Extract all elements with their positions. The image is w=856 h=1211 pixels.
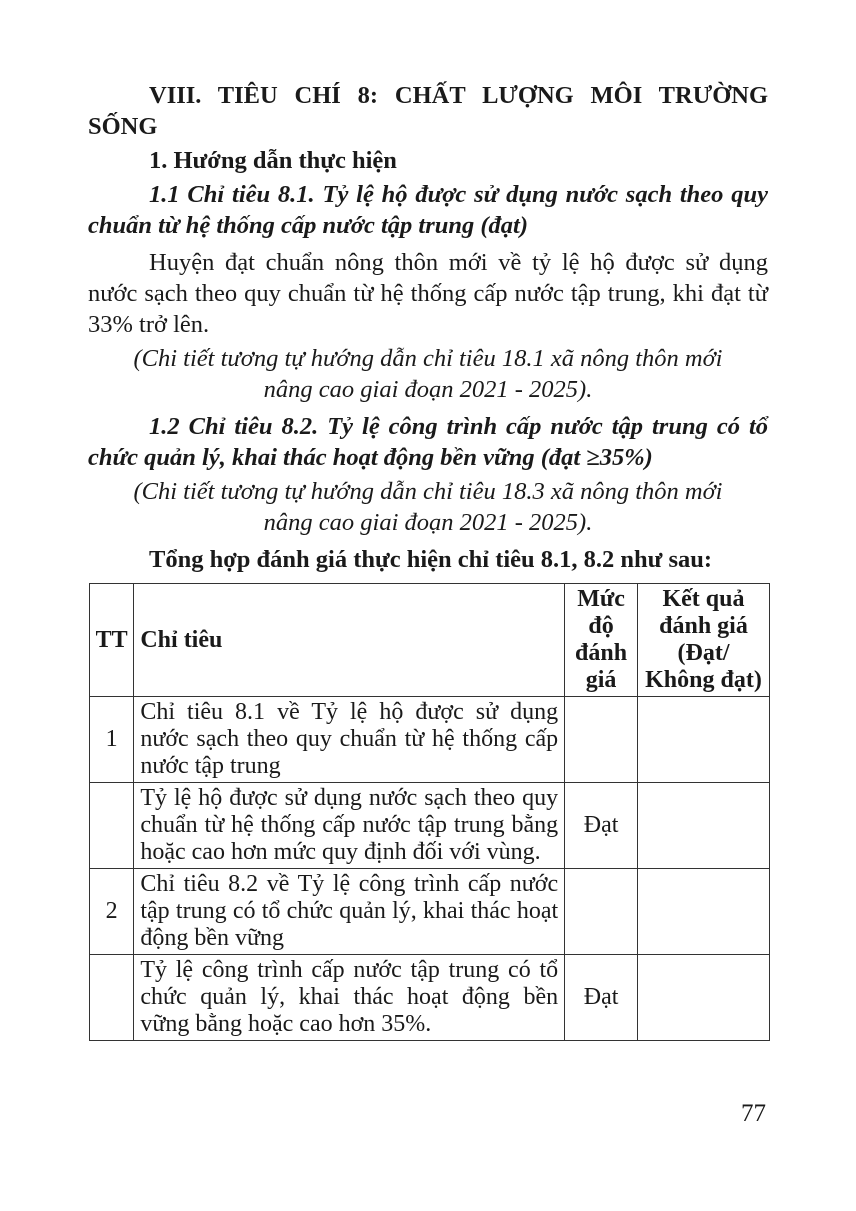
summary-table (89, 583, 770, 1041)
row-tt (90, 955, 134, 1041)
row-ket-qua (637, 783, 769, 869)
table-row (90, 869, 770, 955)
item-1-1-note-line1: (Chi tiết tương tự hướng dẫn chỉ tiêu 18.1 xã nông thôn mới (133, 345, 723, 372)
header-chi-tieu: Chỉ tiêu (134, 584, 565, 697)
document-page (88, 80, 768, 1041)
row-muc-do (565, 869, 638, 955)
table-header-row (90, 584, 770, 697)
row-ket-qua (637, 955, 769, 1041)
page-number: 77 (741, 1100, 766, 1127)
item-1-1-title: 1.1 Chỉ tiêu 8.1. Tỷ lệ hộ được sử dụng nước sạch theo quy chuẩn từ hệ thống cấp nước tập trung (đạt) (88, 181, 768, 239)
section-title: VIII. TIÊU CHÍ 8: CHẤT LƯỢNG MÔI TRƯỜNG SỐNG (88, 82, 768, 140)
row-chi-tieu: Chỉ tiêu 8.2 về Tỷ lệ công trình cấp nước tập trung có tổ chức quản lý, khai thác hoạt động bền vững (134, 869, 565, 955)
row-ket-qua (637, 697, 769, 783)
row-muc-do: Đạt (565, 955, 638, 1041)
table-row (90, 955, 770, 1041)
row-muc-do (565, 697, 638, 783)
row-tt: 1 (90, 697, 134, 783)
header-tt: TT (90, 584, 134, 697)
row-tt (90, 783, 134, 869)
row-tt: 2 (90, 869, 134, 955)
item-1-1-body: Huyện đạt chuẩn nông thôn mới về tỷ lệ hộ được sử dụng nước sạch theo quy chuẩn từ hệ thống cấp nước tập trung, khi đạt từ 33% trở lên. (88, 249, 768, 338)
item-1-2-note-line1: (Chi tiết tương tự hướng dẫn chỉ tiêu 18.3 xã nông thôn mới (133, 478, 723, 505)
item-1-1-note-line2: nâng cao giai đoạn 2021 - 2025). (263, 376, 593, 403)
item-1-2-note-line2: nâng cao giai đoạn 2021 - 2025). (263, 509, 593, 536)
row-chi-tieu: Tỷ lệ hộ được sử dụng nước sạch theo quy chuẩn từ hệ thống cấp nước tập trung bằng hoặc cao hơn mức quy định đối với vùng. (134, 783, 565, 869)
summary-title: Tổng hợp đánh giá thực hiện chỉ tiêu 8.1, 8.2 như sau: (149, 546, 713, 573)
table-row (90, 783, 770, 869)
sub-title: 1. Hướng dẫn thực hiện (149, 147, 397, 174)
header-ket-qua: Kết quả đánh giá (Đạt/ Không đạt) (637, 584, 769, 697)
row-muc-do: Đạt (565, 783, 638, 869)
row-ket-qua (637, 869, 769, 955)
item-1-2-title: 1.2 Chỉ tiêu 8.2. Tỷ lệ công trình cấp nước tập trung có tổ chức quản lý, khai thác hoạt động bền vững (đạt ≥35%) (88, 413, 768, 471)
header-muc-do: Mức độ đánh giá (565, 584, 638, 697)
row-chi-tieu: Chỉ tiêu 8.1 về Tỷ lệ hộ được sử dụng nước sạch theo quy chuẩn từ hệ thống cấp nước tập trung (134, 697, 565, 783)
table-row (90, 697, 770, 783)
row-chi-tieu: Tỷ lệ công trình cấp nước tập trung có tổ chức quản lý, khai thác hoạt động bền vững bằng hoặc cao hơn 35%. (134, 955, 565, 1041)
